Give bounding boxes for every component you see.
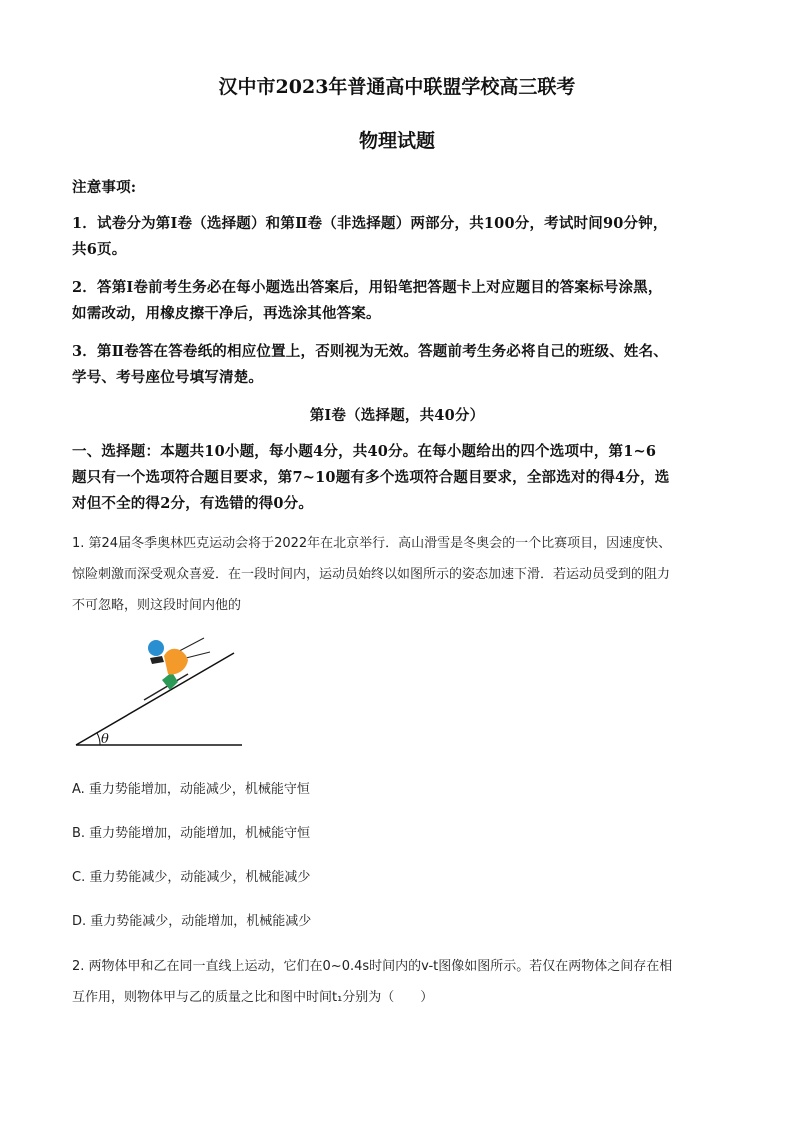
question-1-line-2: 惊险刺激而深受观众喜爱．在一段时间内，运动员始终以如图所示的姿态加速下滑．若运动员受到的阻力 xyxy=(72,567,671,582)
question-2-line-2: 互作用，则物体甲与乙的质量之比和图中时间t₁分别为（ ） xyxy=(72,990,434,1005)
notes-heading: 注意事项: xyxy=(72,179,137,196)
note-1-line-1: 1．试卷分为第Ⅰ卷（选择题）和第Ⅱ卷（非选择题）两部分，共100分，考试时间90分钟， xyxy=(72,215,668,232)
note-3-line-2: 学号、考号座位号填写清楚。 xyxy=(72,369,264,386)
question-1-option-d: D. 重力势能减少，动能增加，机械能减少 xyxy=(72,914,312,929)
note-2-line-2: 如需改动，用橡皮擦干净后，再选涂其他答案。 xyxy=(72,305,381,322)
question-1-line-1: 1. 第24届冬季奥林匹克运动会将于2022年在北京举行．高山滑雪是冬奥会的一个比赛项目，因速度快、 xyxy=(72,536,672,551)
question-1-option-c: C. 重力势能减少，动能减少，机械能减少 xyxy=(72,870,311,885)
section-1-intro-line-2: 题只有一个选项符合题目要求，第7~10题有多个选项符合题目要求，全部选对的得4分，选 xyxy=(72,469,670,486)
angle-theta-label: θ xyxy=(101,732,109,747)
skier-on-slope-figure xyxy=(70,632,250,752)
exam-title: 汉中市2023年普通高中联盟学校高三联考 xyxy=(218,76,576,98)
note-2-line-1: 2．答第Ⅰ卷前考生务必在每小题选出答案后，用铅笔把答题卡上对应题目的答案标号涂黑， xyxy=(72,279,663,296)
note-1-line-2: 共6页。 xyxy=(72,241,127,258)
question-1-option-b: B. 重力势能增加，动能增加，机械能守恒 xyxy=(72,826,311,841)
section-1-intro-line-3: 对但不全的得2分，有选错的得0分。 xyxy=(72,495,314,512)
slope-line xyxy=(76,653,234,745)
section-1-intro-line-1: 一、选择题：本题共10小题，每小题4分，共40分。在每小题给出的四个选项中，第1~6 xyxy=(72,443,657,460)
skier-icon xyxy=(144,638,210,700)
question-1-line-3: 不可忽略，则这段时间内他的 xyxy=(72,598,242,613)
question-2-line-1: 2. 两物体甲和乙在同一直线上运动，它们在0~0.4s时间内的v-t图像如图所示。若仅在两物体之间存在相 xyxy=(72,959,673,974)
note-3-line-1: 3．第Ⅱ卷答在答卷纸的相应位置上，否则视为无效。答题前考生务必将自己的班级、姓名、 xyxy=(72,343,669,360)
subject-title: 物理试题 xyxy=(358,130,435,152)
angle-arc xyxy=(97,733,100,745)
section-1-title: 第Ⅰ卷（选择题，共40分） xyxy=(309,407,485,424)
question-1-option-a: A. 重力势能增加，动能减少，机械能守恒 xyxy=(72,782,310,797)
